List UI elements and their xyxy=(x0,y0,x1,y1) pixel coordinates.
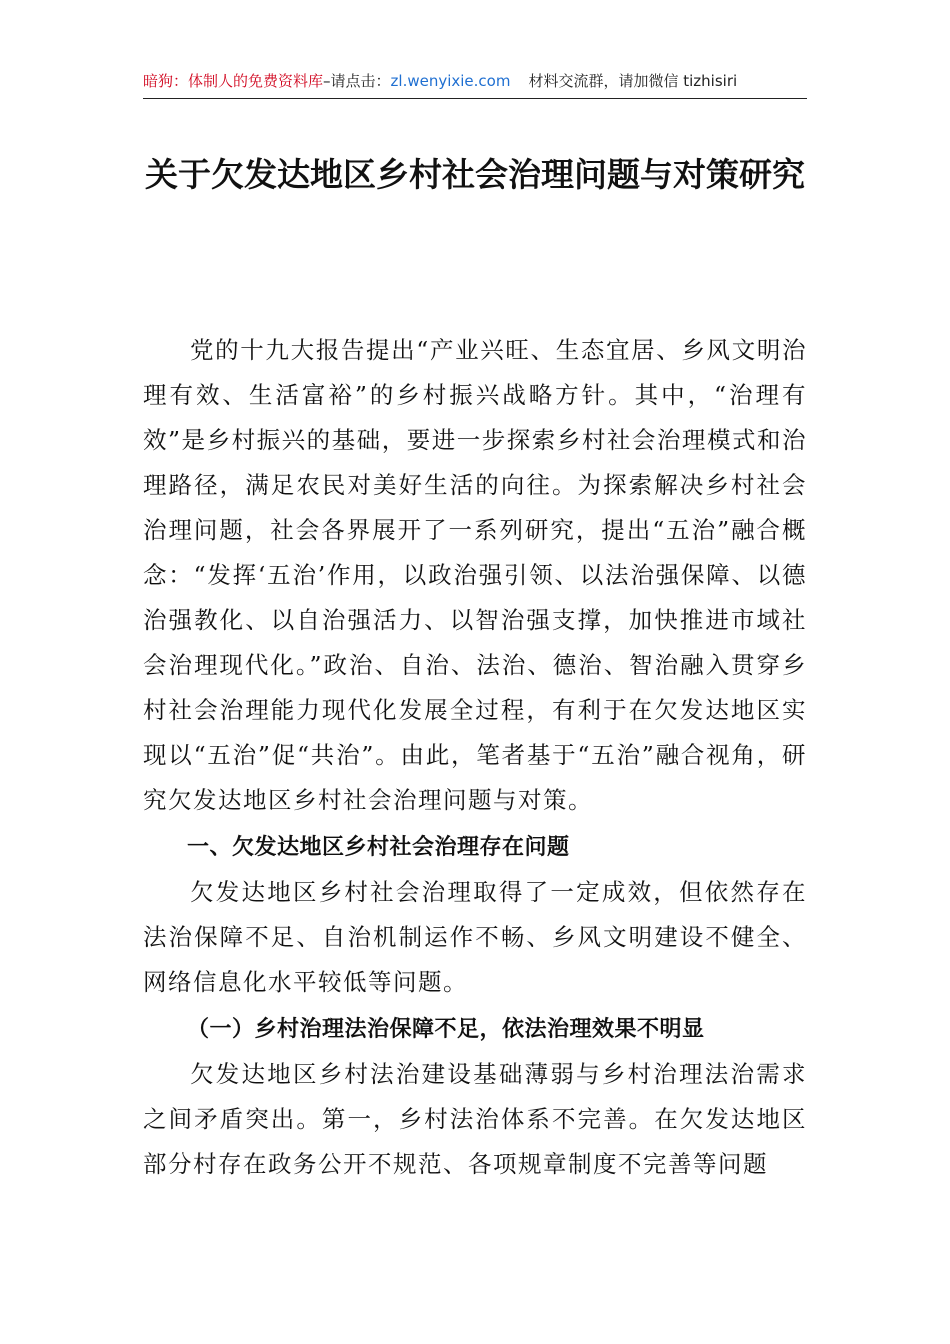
header-wechat-note: 材料交流群，请加微信 tizhisiri xyxy=(528,72,738,90)
subsection1-heading: （一）乡村治理法治保障不足，依法治理效果不明显 xyxy=(187,1016,705,1042)
header-click-prompt: –请点击： xyxy=(323,72,391,90)
section1-heading: 一、欠发达地区乡村社会治理存在问题 xyxy=(187,835,570,860)
subsection1-paragraph: 欠发达地区乡村法治建设基础薄弱与乡村治理法治需求之间矛盾突出。第一，乡村法治体系不完善。在欠发达地区部分村存在政务公开不规范、各项规章制度不完善等问题 xyxy=(143,1060,807,1178)
intro-paragraph: 党的十九大报告提出“产业兴旺、生态宜居、乡风文明治理有效、生活富裕”的乡村振兴战略方针。其中，“治理有效”是乡村振兴的基础，要进一步探索乡村社会治理模式和治理路径，满足农民对美好生活的向往。为探索解决乡村社会治理问题，社会各界展开了一系列研究，提出“五治”融合概念：“发挥‘五治’作用，以政治强引领、以法治强保障、以德治强教化、以自治强活力、以智治强支撑，加快推进市域社会治理现代化。”政治、自治、法治、德治、智治融入贯穿乡村社会治理能力现代化发展全过程，有利于在欠发达地区实现以“五治”促“共治”。由此，笔者基于“五治”融合视角，研究欠发达地区乡村社会治理问题与对策。 xyxy=(143,336,807,814)
document-body xyxy=(143,328,807,1187)
document-title: 关于欠发达地区乡村社会治理问题与对策研究 xyxy=(145,155,805,194)
page-header xyxy=(143,68,807,99)
header-url-link[interactable]: zl.wenyixie.com xyxy=(390,72,511,90)
header-brand: 暗狗：体制人的免费资料库 xyxy=(143,72,324,90)
section1-paragraph: 欠发达地区乡村社会治理取得了一定成效，但依然存在法治保障不足、自治机制运作不畅、乡风文明建设不健全、网络信息化水平较低等问题。 xyxy=(143,878,807,996)
